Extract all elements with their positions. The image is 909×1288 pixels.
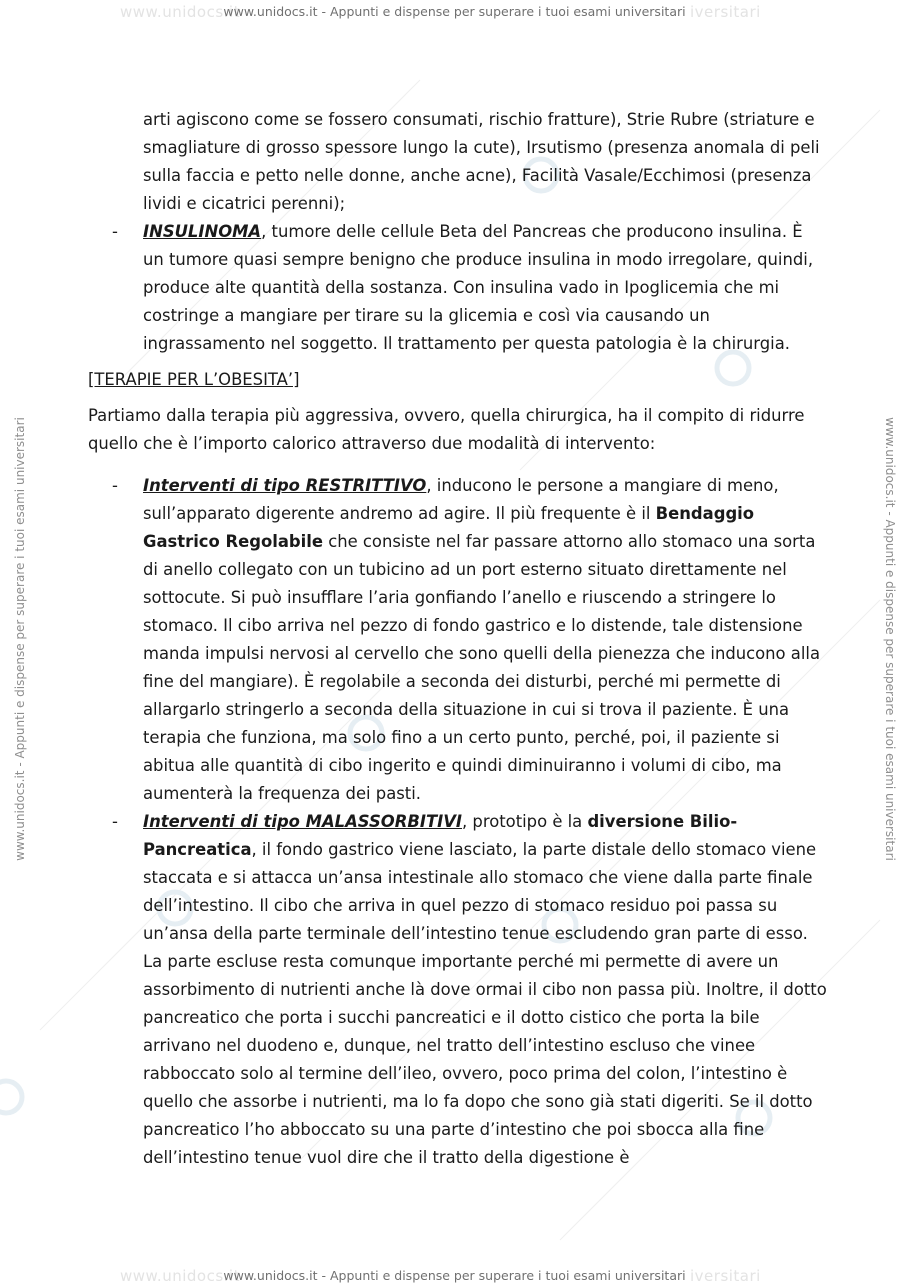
header-banner-text: www.unidocs.it - Appunti e dispense per superare i tuoi esami universitari — [223, 4, 686, 19]
list-item-insulinoma — [88, 218, 828, 358]
header-ghost-left: www.unidocs.it — [120, 3, 240, 21]
footer-banner-text: www.unidocs.it - Appunti e dispense per superare i tuoi esami universitari — [223, 1268, 686, 1283]
term-insulinoma: INSULINOMA — [143, 222, 262, 241]
header-watermark — [0, 2, 909, 24]
header-ghost-right: iversitari — [690, 3, 761, 21]
malassorbitivi-text-2: , il fondo gastrico viene lasciato, la parte distale dello stomaco viene staccata e si attacca un’ansa intestinale allo stomaco che viene dalla parte finale dell’intestino. Il cibo che arriva in quel pezzo di stomaco residuo poi passa su un’ansa della parte terminale dell’intestino tenue escludendo gran parte di esso. La parte escluse resta comunque importante perché mi permette di avere un assorbimento di nutrienti anche là dove ormai il cibo non passa più. Inoltre, il dotto pancreatico che porta i succhi pancreatici e il dotto cistico che porta la bile arrivano nel duodeno e, dunque, nel tratto dell’intestino escluso che vinee rabboccato solo al termine dell’ileo, ovvero, poco prima del colon, l’intestino è quello che assorbe i nutrienti, ma lo fa dopo che sono già stati digeriti. Se il dotto pancreatico l’ho abboccato su una parte d’intestino che poi sbocca alla fine dell’intestino tenue vuol dire che il tratto della digestione è — [143, 840, 827, 1167]
section-heading: [TERAPIE PER L’OBESITA’] — [88, 370, 300, 389]
intro-paragraph: Partiamo dalla terapia più aggressiva, ovvero, quella chirurgica, ha il compito di ridurre quello che è l’importo calorico attraverso due modalità di intervento: — [88, 406, 805, 453]
document-body — [88, 106, 828, 1172]
bendaggio-term: Bendaggio Gastrico Regolabile — [143, 504, 755, 551]
malassorbitivi-text-1: , prototipo è la — [462, 812, 588, 831]
term-malassorbitivi: Interventi di tipo MALASSORBITIVI — [143, 812, 463, 831]
list-dash: - — [112, 222, 118, 241]
restrittivo-text-2: che consiste nel far passare attorno allo stomaco una sorta di anello collegato con un tubicino ad un port esterno situato direttamente nel sottocute. Si può insufflare l’aria gonfiando l’anello e riuscendo a stringere lo stomaco. Il cibo arriva nel pezzo di fondo gastrico e lo distende, tale distensione manda impulsi nervosi al cervello che sono quelli della pienezza che inducono alla fine del mangiare). È regolabile a seconda dei disturbi, perché mi permette di allargarlo stringerlo a seconda della situazione in cui si trova il paziente. È una terapia che funziona, ma solo fino a un certo punto, perché, poi, il paziente si abitua alle quantità di cibo ingerito e quindi diminuiranno i volumi di cibo, ma aumenterà la frequenza dei pasti. — [143, 532, 820, 803]
restrittivo-text-1: , inducono le persone a mangiare di meno, sull’apparato digerente andremo ad agire. Il più frequente è il — [143, 476, 779, 523]
right-side-watermark: www.unidocs.it - Appunti e dispense per superare i tuoi esami universitari — [883, 417, 897, 861]
list-dash: - — [112, 812, 118, 831]
continuation-paragraph: arti agiscono come se fossero consumati, rischio fratture), Strie Rubre (striature e smagliature di grosso spessore lungo la cute), Irsutismo (presenza anomala di peli sulla faccia e petto nelle donne, anche acne), Facilità Vasale/Ecchimosi (presenza lividi e cicatrici perenni); — [143, 110, 820, 213]
footer-watermark — [0, 1266, 909, 1288]
footer-ghost-left: www.unidocs.it — [120, 1267, 240, 1285]
list-item-restrittivo — [88, 472, 828, 808]
insulinoma-text: , tumore delle cellule Beta del Pancreas che producono insulina. È un tumore quasi sempre benigno che produce insulina in modo irregolare, quindi, produce alte quantità della sostanza. Con insulina vado in Ipoglicemia che mi costringe a mangiare per tirare su la glicemia e così via causando un ingrassamento nel soggetto. Il trattamento per questa patologia è la chirurgia. — [143, 222, 814, 353]
term-restrittivo: Interventi di tipo RESTRITTIVO — [143, 476, 427, 495]
list-dash: - — [112, 476, 118, 495]
left-side-watermark: www.unidocs.it - Appunti e dispense per superare i tuoi esami universitari — [13, 417, 27, 861]
list-item-malassorbitivi — [88, 808, 828, 1172]
diversione-term: diversione Bilio-Pancreatica — [143, 812, 738, 859]
footer-ghost-right: iversitari — [690, 1267, 761, 1285]
